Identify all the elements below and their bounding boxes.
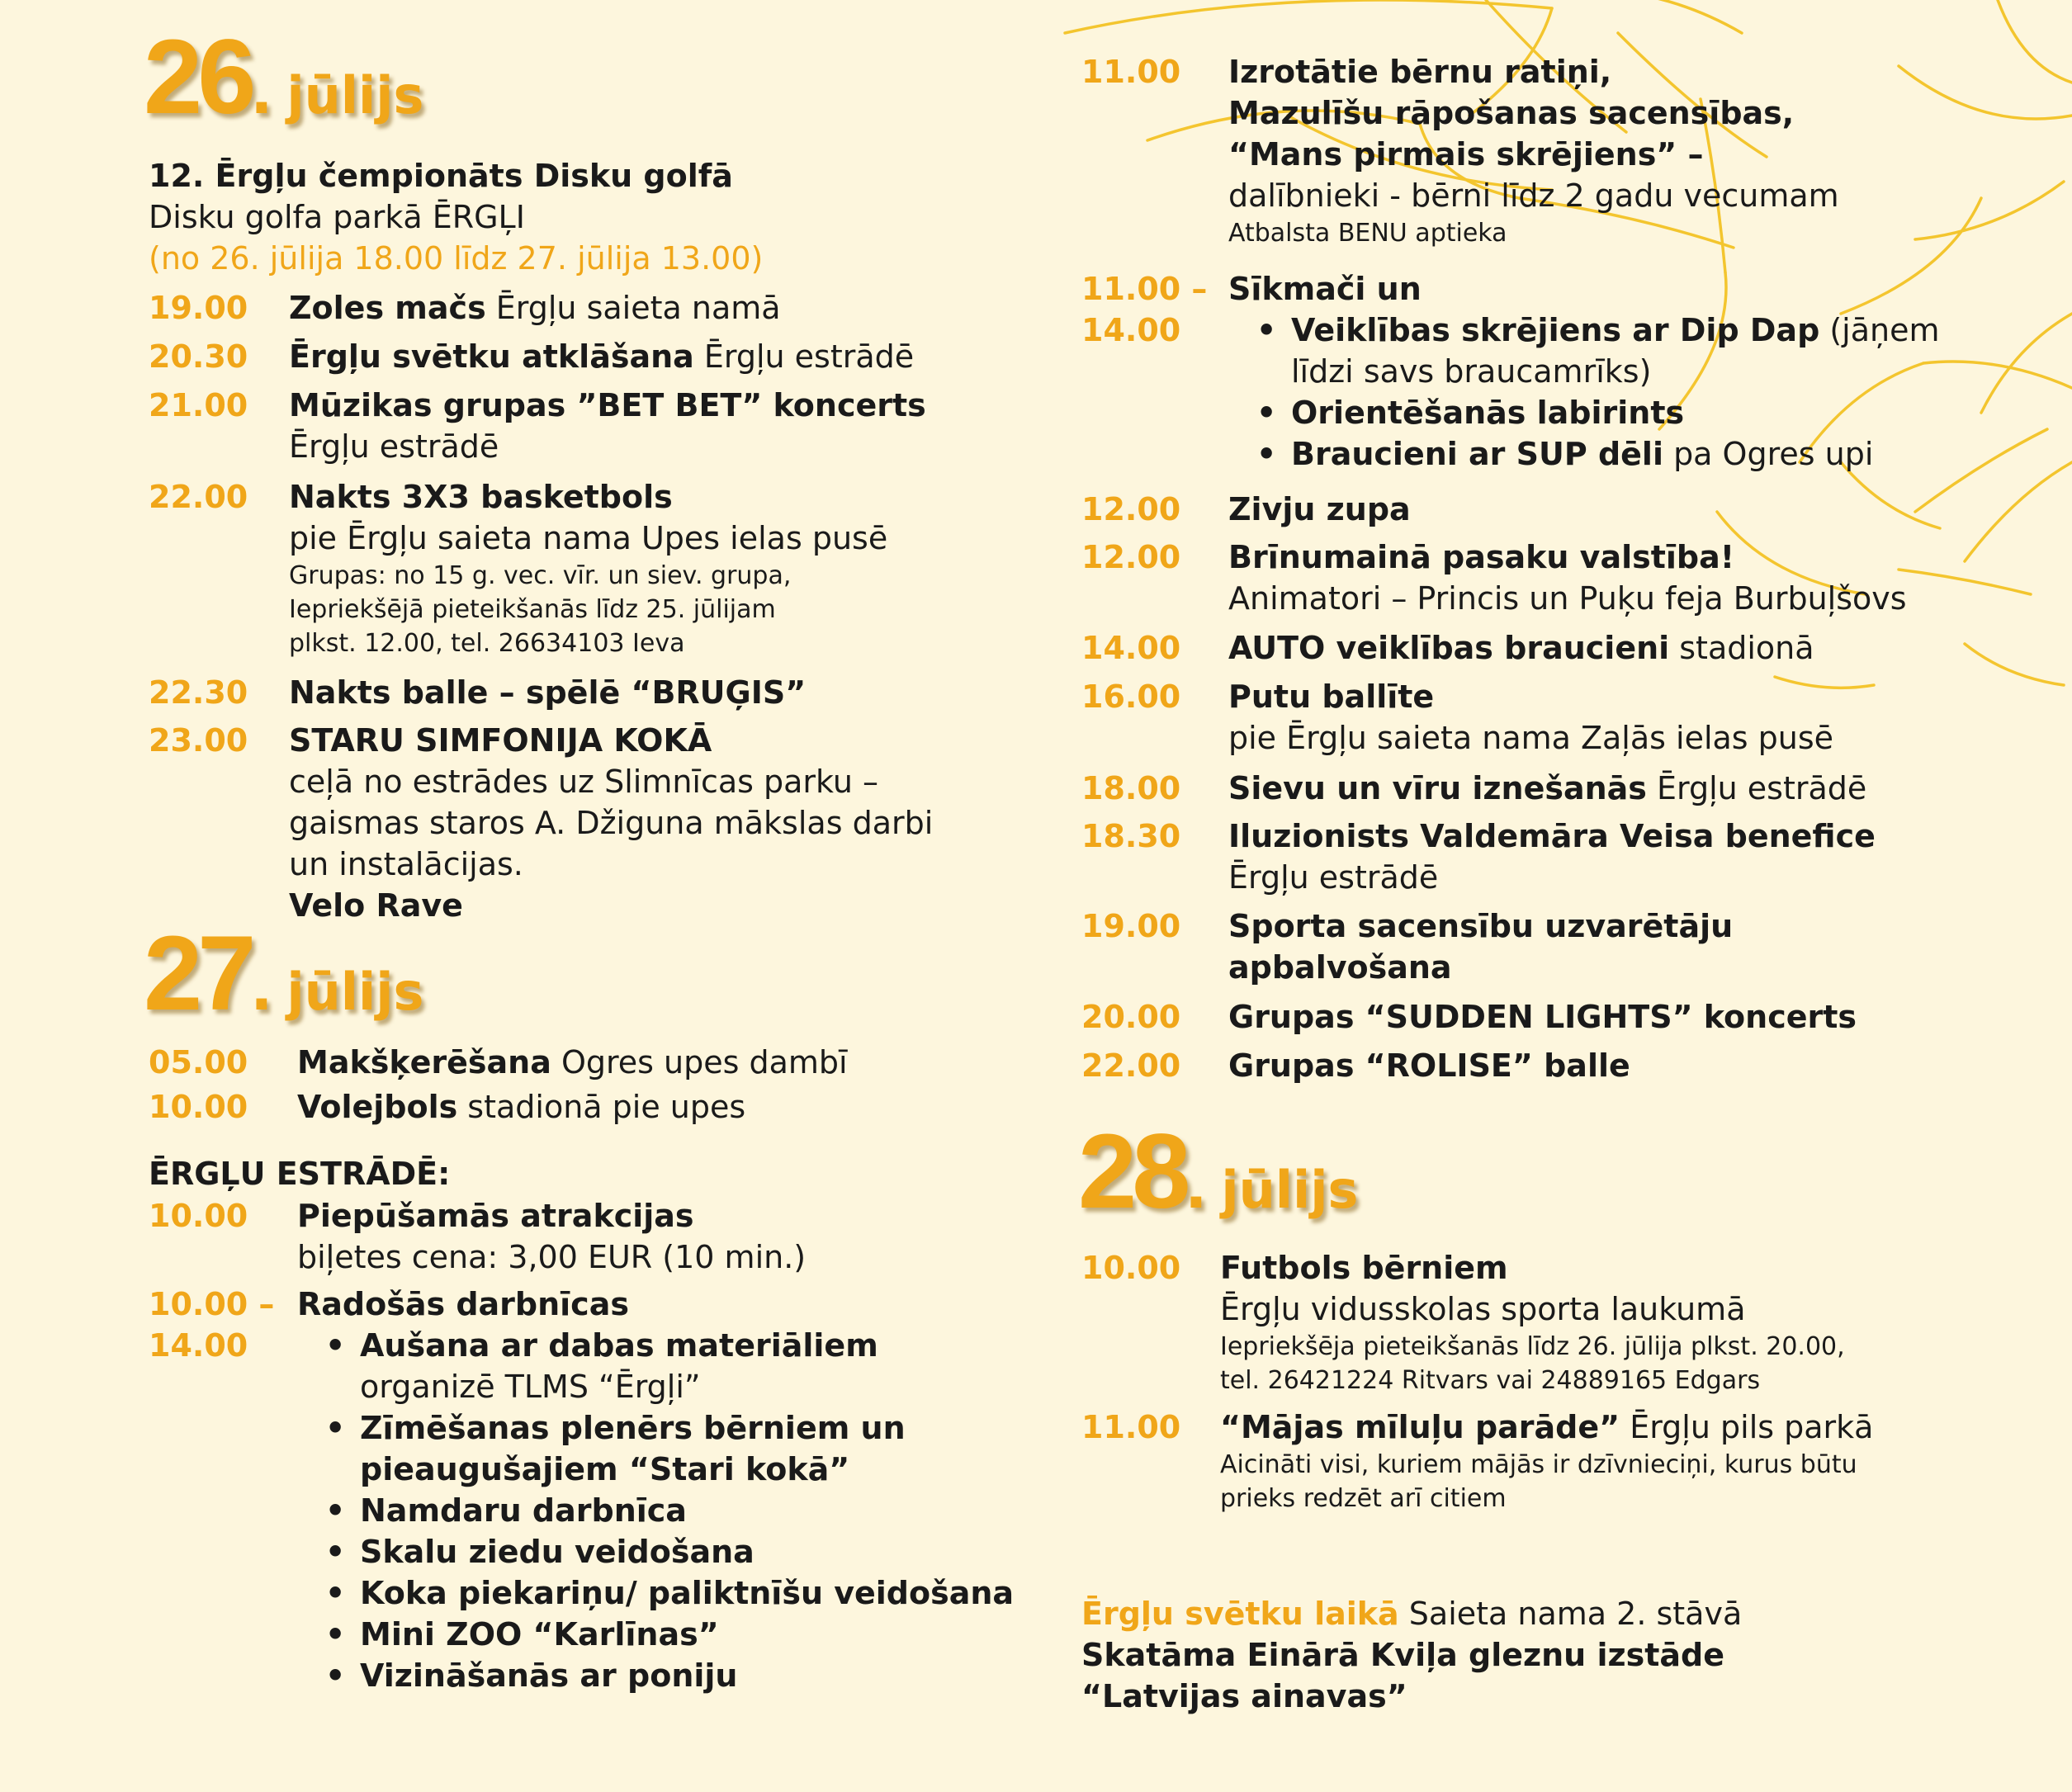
event-time: 22.00 [149,479,248,515]
event-title: Zivju zupa [1228,491,1411,527]
event-title: AUTO veiklības braucieni [1228,630,1670,666]
event-time: 10.00 – [149,1286,275,1322]
event-title: Sporta sacensību uzvarētāju [1228,908,1734,944]
event-title: Sievu un vīru iznešanās [1228,770,1647,806]
event-time: 10.00 [1081,1250,1181,1286]
event-time-end: 14.00 [1081,312,1181,348]
event-row [1081,1045,2047,1086]
bullet-note: pa Ogres upi [1663,436,1874,472]
bullet-item: • Vizināšanās ar poniju [322,1655,1040,1696]
event-title: Ērgļu svētku atklāšana [289,338,694,375]
event-row [1081,489,2047,530]
bullet-item: • Aušana ar dabas materiāliem [322,1325,1040,1366]
event-time: 22.00 [1081,1047,1181,1084]
event-place: Ērgļu estrādē [1228,859,1439,896]
month-word: jūlijs [286,962,424,1022]
event-note: Grupas: no 15 g. vec. vīr. un siev. grupa, [289,561,792,590]
event-title: 12. Ērgļu čempionāts Disku golfā [149,158,733,194]
event-row [1081,51,2047,250]
day-number: 28 [1078,1113,1186,1231]
event-time: 11.00 [1081,1409,1181,1445]
event-row [149,1195,1040,1278]
month-word: jūlijs [286,65,424,125]
event-time-end: 14.00 [149,1327,248,1364]
day-heading-27 [144,913,423,1034]
exhibition-name: “Latvijas ainavas” [1081,1678,1407,1714]
bullet-item: • Orientēšanās labirints [1253,392,2047,433]
event-row [1081,268,2047,475]
event-title: Mūzikas grupas ”BET BET” koncerts [289,387,926,423]
event-time: 20.30 [149,338,248,375]
event-row [149,1042,1040,1083]
event-place: Ērgļu estrādē [1646,770,1867,806]
event-place: pie Ērgļu saieta nama Zaļās ielas pusē [1228,720,1834,756]
day-dot: . [251,47,272,130]
month-word: jūlijs [1221,1160,1359,1220]
day-number: 27 [144,915,252,1033]
event-note: plkst. 12.00, tel. 26634103 Ieva [289,629,685,658]
bullet-item: • Mini ZOO “Karlīnas” [322,1614,1040,1655]
exhibition-note [1081,1593,2047,1717]
event-title: Makšķerēšana [297,1044,551,1080]
event-dates: (no 26. jūlija 18.00 līdz 27. jūlija 13.00) [149,240,764,277]
event-row [1081,905,2047,988]
bullet-item: • Namdaru darbnīca [322,1490,1040,1531]
bullet-item: Braucieni ar SUP dēli [1291,436,1663,472]
event-row [149,1086,1040,1128]
event-title: “Mans pirmais skrējiens” – [1228,136,1704,173]
event-title: STARU SIMFONIJA KOKĀ [289,722,712,759]
bullet-item: • Skalu ziedu veidošana [322,1531,1040,1572]
event-row [1081,816,2047,898]
event-description: un instalācijas. [289,846,523,882]
event-title: Futbols bērniem [1220,1250,1508,1286]
event-place: stadionā pie upes [457,1089,746,1125]
event-title: Iluzionists Valdemāra Veisa benefice [1228,818,1876,854]
event-time: 18.30 [1081,818,1181,854]
event-time: 23.00 [149,722,248,759]
event-title: Mazulīšu rāpošanas sacensības, [1228,95,1795,131]
event-row [1081,537,2047,619]
bullet-note: (jāņem [1819,312,1940,348]
event-title: Grupas “SUDDEN LIGHTS” koncerts [1228,999,1857,1035]
bullet-continuation: līdzi savs braucamrīks) [1291,353,1652,390]
bullet-item: Veiklības skrējiens ar Dip Dap [1291,312,1820,348]
event-note: tel. 26421224 Ritvars vai 24889165 Edgars [1220,1366,1761,1395]
day-heading-26 [144,17,423,138]
event-description: Animatori – Princis un Puķu feja Burbuļšovs [1228,580,1907,617]
event-row [1081,1407,2047,1515]
event-time: 22.30 [149,674,248,711]
event-row [149,336,1040,377]
day-dot: . [1185,1142,1207,1224]
event-row [1081,627,2047,669]
event-time: 19.00 [149,290,248,326]
event-note: Iepriekšējā pieteikšanās līdz 25. jūlijam [289,595,776,624]
event-time: 14.00 [1081,630,1181,666]
event-time: 12.00 [1081,539,1181,575]
event-title: Piepūšamās atrakcijas [297,1198,694,1234]
event-price: biļetes cena: 3,00 EUR (10 min.) [297,1239,807,1275]
event-note: Aicināti visi, kuriem mājās ir dzīvnieciņi, kurus būtu [1220,1450,1857,1479]
event-row [1081,1247,2047,1397]
event-time: 18.00 [1081,770,1181,806]
event-row [149,720,1040,926]
event-row [149,672,1040,713]
event-time: 21.00 [149,387,248,423]
event-time: 11.00 – [1081,271,1208,307]
event-title: Grupas “ROLISE” balle [1228,1047,1630,1084]
event-place: Ogres upes dambī [551,1044,848,1080]
event-row [1081,768,2047,809]
event-sponsor: Atbalsta BENU aptieka [1228,219,1507,248]
event-row [149,1284,1040,1696]
event-row [149,385,1040,467]
event-place: Ērgļu vidusskolas sporta laukumā [1220,1291,1746,1327]
day-heading-28 [1078,1111,1358,1232]
section-heading: ĒRGĻU ESTRĀDĒ: [149,1156,451,1192]
event-time: 10.00 [149,1089,248,1125]
event-time: 11.00 [1081,54,1181,90]
event-place: Ērgļu saieta namā [485,290,781,326]
bullet-continuation: pieaugušajiem “Stari kokā” [360,1451,850,1487]
event-time: 16.00 [1081,679,1181,715]
event-row [1081,676,2047,759]
day-number: 26 [144,18,252,136]
event-time: 19.00 [1081,908,1181,944]
event-title: Nakts balle – spēlē “BRUĢIS” [289,674,807,711]
exhibition-period: Ērgļu svētku laikā [1081,1596,1399,1632]
event-note: Iepriekšēja pieteikšanās līdz 26. jūlija plkst. 20.00, [1220,1332,1845,1361]
bullet-item: • Zīmēšanas plenērs bērniem un [322,1407,1040,1449]
event-title: Sīkmači un [1228,271,1422,307]
event-place: Ērgļu pils parkā [1620,1409,1874,1445]
day-dot: . [251,943,272,1026]
event-description: ceļā no estrādes uz Slimnīcas parku – [289,764,879,800]
event-time: 20.00 [1081,999,1181,1035]
event-note: prieks redzēt arī citiem [1220,1484,1507,1513]
event-title: Nakts 3X3 basketbols [289,479,673,515]
event-time: 12.00 [1081,491,1181,527]
event-place: Disku golfa parkā ĒRGĻI [149,199,525,235]
event-time: 10.00 [149,1198,248,1234]
disc-golf-intro [149,155,1040,279]
event-title: Putu ballīte [1228,679,1435,715]
event-title: Brīnumainā pasaku valstība! [1228,539,1735,575]
exhibition-title: Skatāma Einārā Kviļa gleznu izstāde [1081,1637,1724,1673]
event-place: pie Ērgļu saieta nama Upes ielas pusē [289,520,888,556]
exhibition-place: Saieta nama 2. stāvā [1398,1596,1743,1632]
event-title: Radošās darbnīcas [297,1286,629,1322]
event-row [149,476,1040,660]
event-place: Ērgļu estrādē [693,338,915,375]
event-title: apbalvošana [1228,949,1452,986]
event-row [1081,996,2047,1038]
event-title: Izrotātie bērnu ratiņi, [1228,54,1612,90]
event-title: Volejbols [297,1089,458,1125]
event-row [149,287,1040,329]
bullet-subtext: organizē TLMS “Ērgļi” [360,1369,701,1405]
event-place: Ērgļu estrādē [289,428,499,465]
event-subtitle: Velo Rave [289,887,463,924]
event-description: gaismas staros A. Džiguna mākslas darbi [289,805,934,841]
bullet-item: • Koka piekariņu/ paliktnīšu veidošana [322,1572,1040,1614]
event-title: Zoles mačs [289,290,486,326]
event-place: stadionā [1669,630,1814,666]
event-title: “Mājas mīluļu parāde” [1220,1409,1620,1445]
event-description: dalībnieki - bērni līdz 2 gadu vecumam [1228,177,1839,214]
event-time: 05.00 [149,1044,248,1080]
